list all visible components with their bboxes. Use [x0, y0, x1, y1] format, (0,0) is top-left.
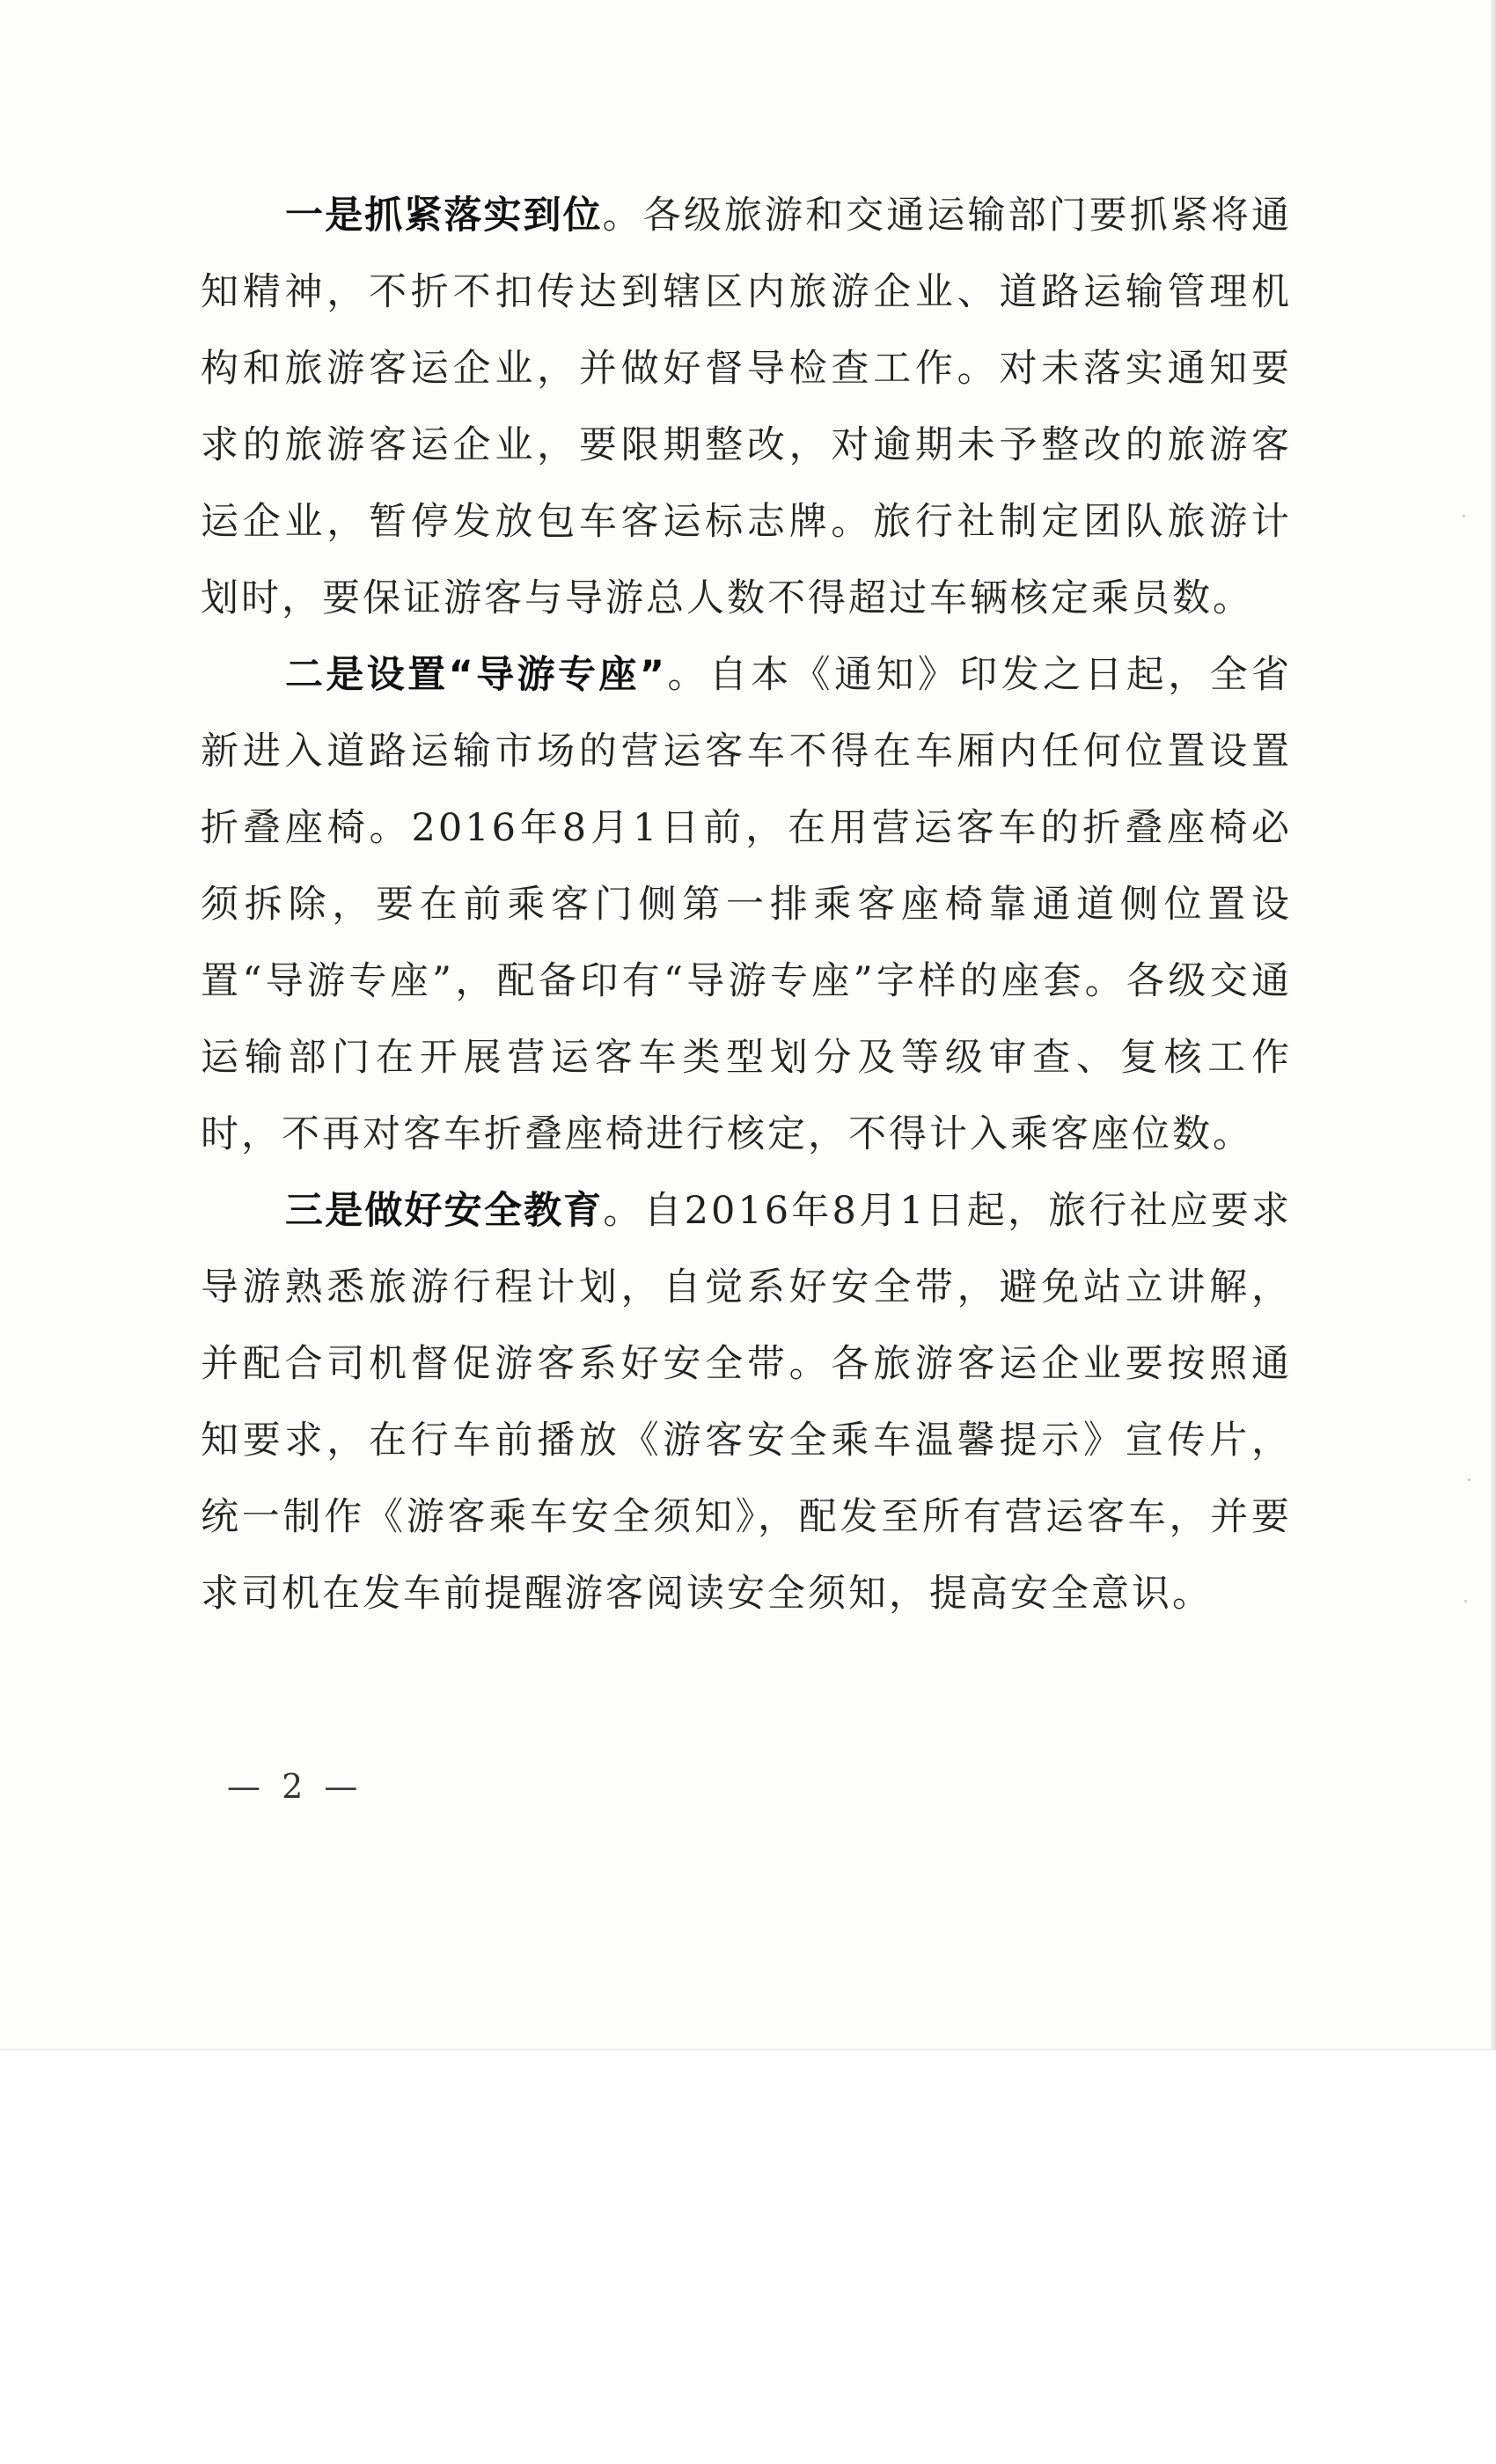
- scan-speck: [1463, 515, 1465, 517]
- paragraph-2-heading: 二是设置“导游专座”: [285, 653, 667, 697]
- paragraph-1-text: 。各级旅游和交通运输部门要抓紧将通知精神，不折不扣传达到辖区内旅游企业、道路运输管理机构和旅游客运企业，并做好督导检查工作。对未落实通知要求的旅游客运企业，要限期整改，对逾期未予整改的旅游客运企业，暂停发放包车客运标志牌。旅行社制定团队旅游计划时，要保证游客与导游总人数不得超过车辆核定乘员数。: [201, 194, 1293, 620]
- paragraph-3-text: 。自2016年8月1日起，旅行社应要求导游熟悉旅游行程计划，自觉系好安全带，避免站立讲解，并配合司机督促游客系好安全带。各旅游客运企业要按照通知要求，在行车前播放《游客安全乘车温馨提示》宣传片，统一制作《游客乘车安全须知》，配发至所有营运客车，并要求司机在发车前提醒游客阅读安全须知，提高安全意识。: [201, 1189, 1292, 1616]
- paragraph-1: [201, 178, 1292, 637]
- paragraph-2-text: 。自本《通知》印发之日起，全省新进入道路运输市场的营运客车不得在车厢内任何位置设置折叠座椅。2016年8月1日前，在用营运客车的折叠座椅必须拆除，要在前乘客门侧第一排乘客座椅靠通道侧位置设置“导游专座”，配备印有“导游专座”字样的座套。各级交通运输部门在开展营运客车类型划分及等级审查、复核工作时，不再对客车折叠座椅进行核定，不得计入乘客座位数。: [201, 653, 1292, 1156]
- paragraph-1-heading: 一是抓紧落实到位: [285, 194, 603, 238]
- scan-edge-shadow: [1491, 0, 1496, 2050]
- page-number: — 2 —: [227, 1767, 363, 1806]
- paragraph-2: [201, 637, 1292, 1173]
- document-body: [201, 178, 1292, 1632]
- scan-speck: [1468, 1478, 1470, 1481]
- scan-speck: [1464, 1600, 1467, 1602]
- paragraph-3-heading: 三是做好安全教育: [285, 1189, 604, 1233]
- paragraph-3: [201, 1173, 1292, 1632]
